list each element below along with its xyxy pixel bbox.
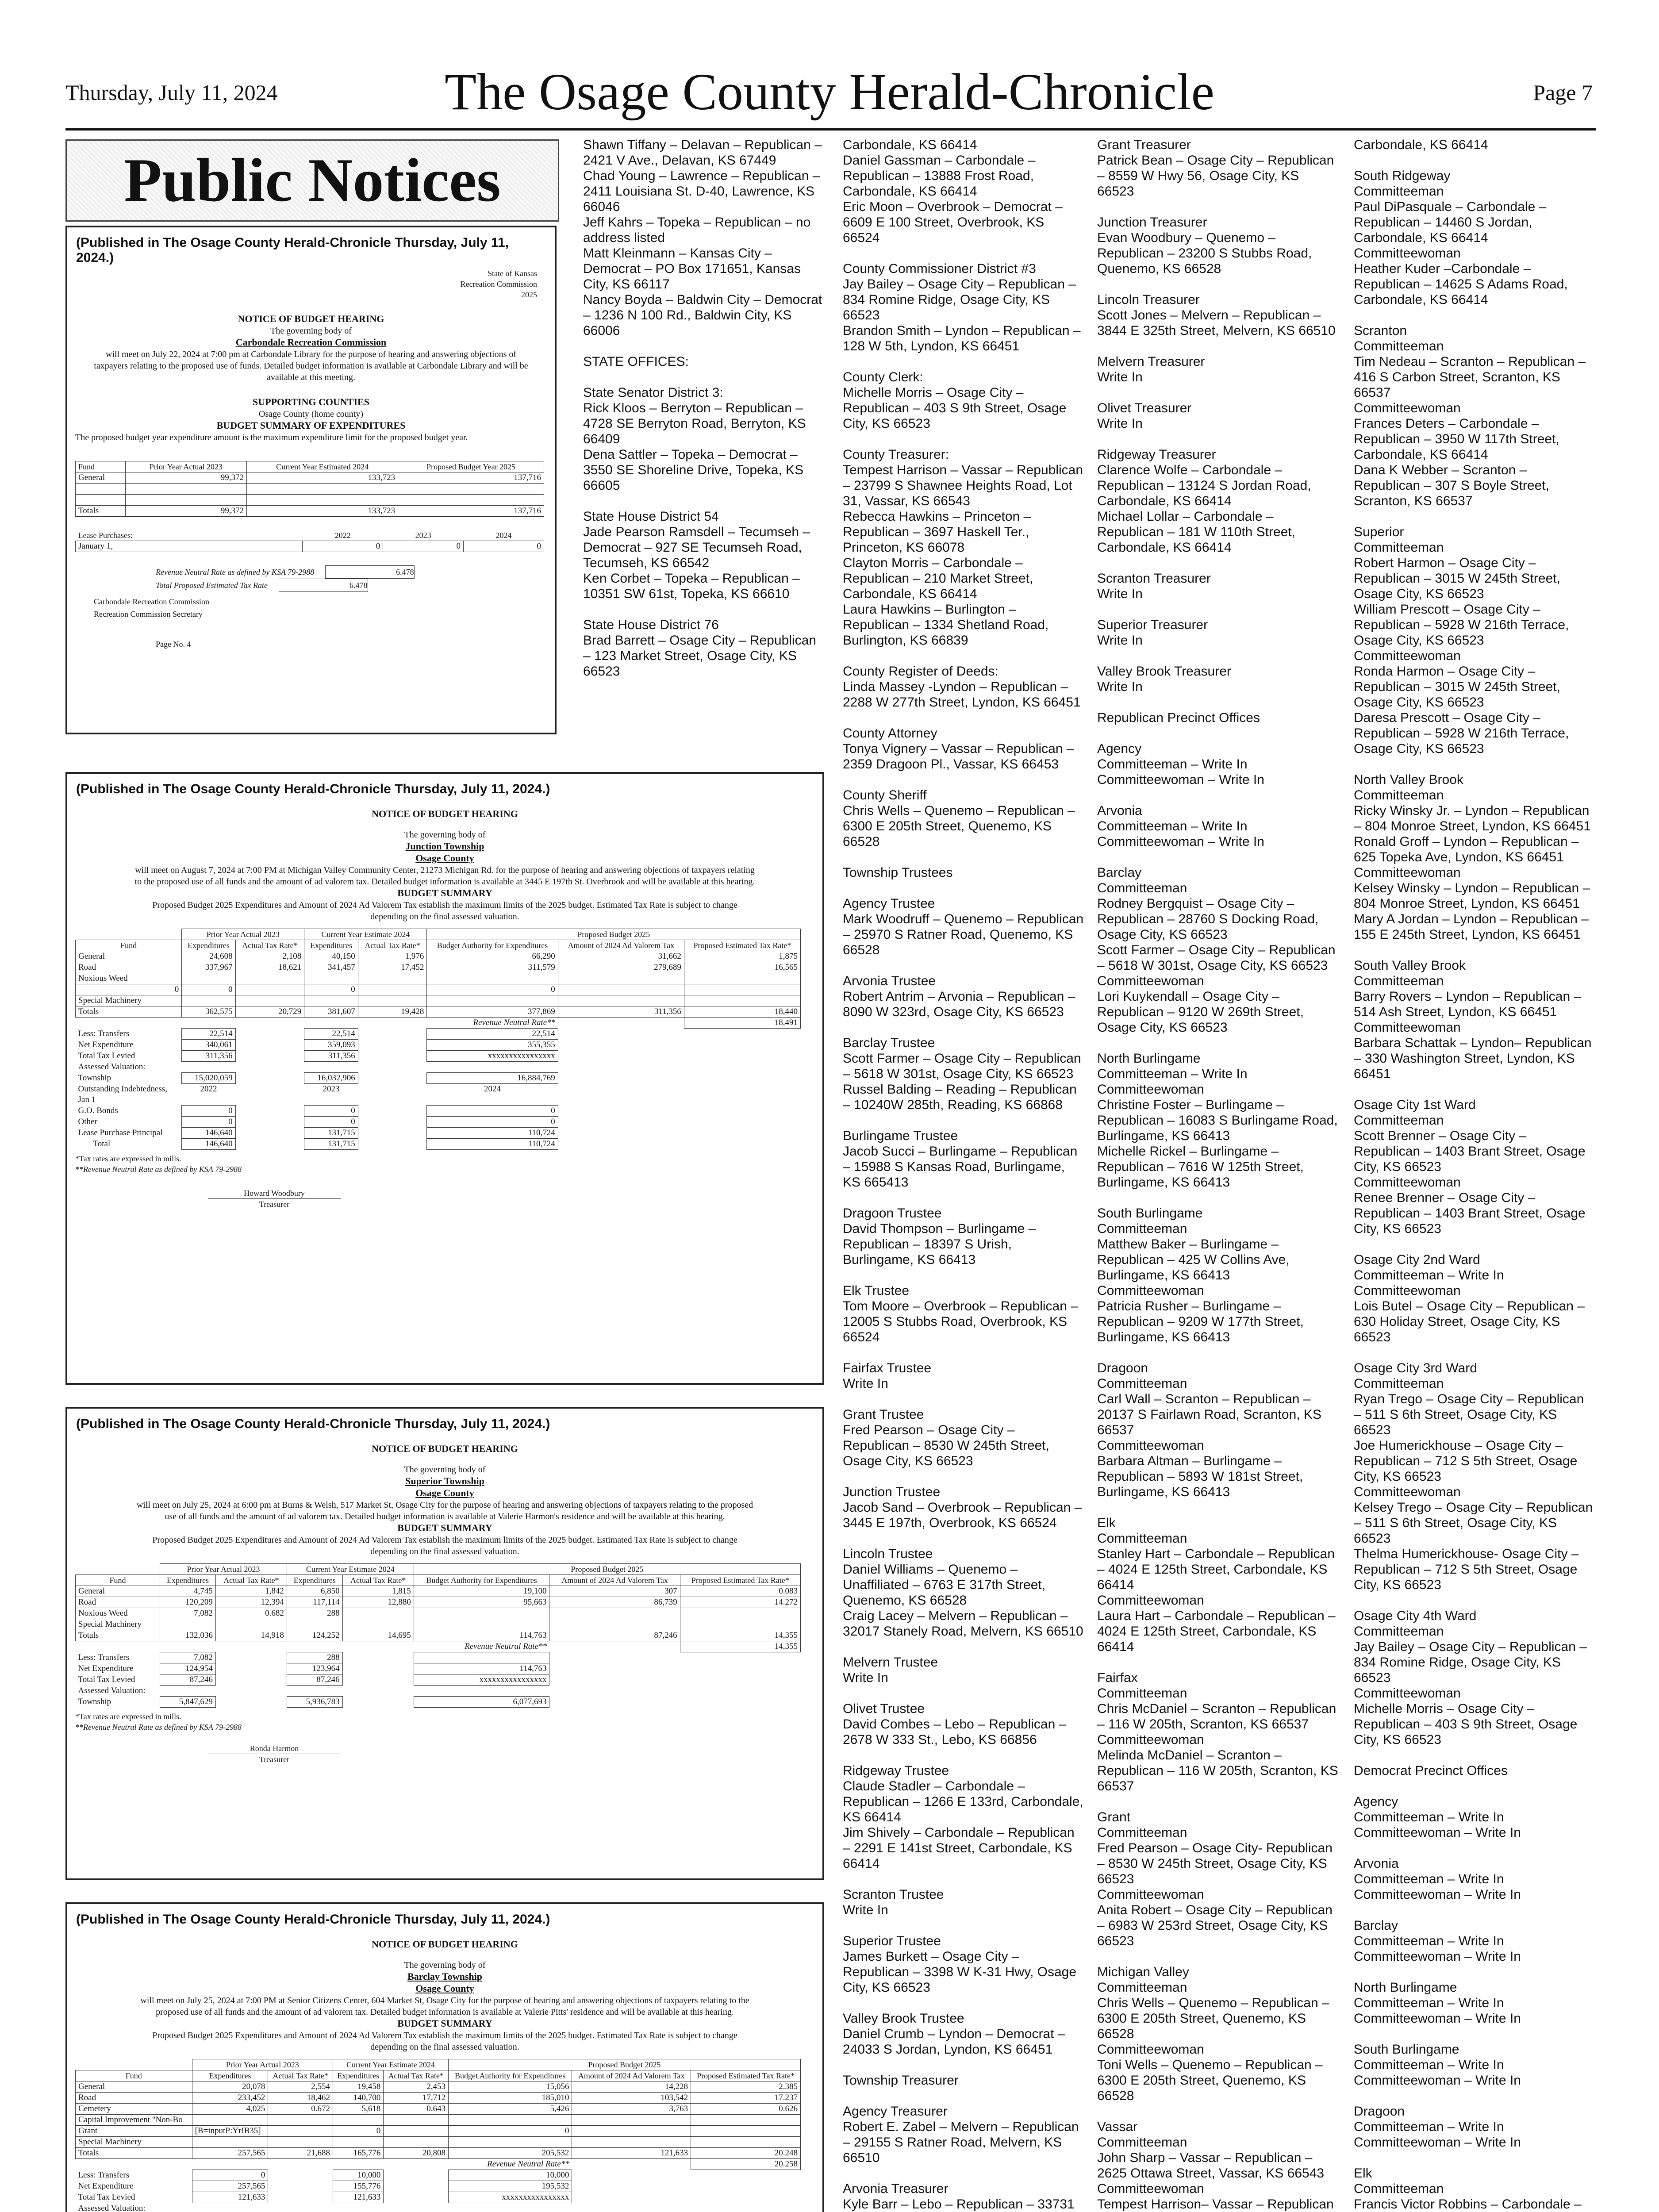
table-row: Total Tax Levied 121,633 121,633 xxxxxxxxxxxxxxxx xyxy=(76,2192,801,2203)
summary-note: Proposed Budget 2025 Expenditures and Amount of 2024 Ad Valorem Tax establish the maximum limits of the 2025 budget. Estimated Tax Rate is subject to change depending on the final assessed valuation. xyxy=(152,900,737,922)
table-row: General 4,745 1,842 6,850 1,815 19,100 307 0.083 xyxy=(76,1586,801,1597)
table-row: Outstanding Indebtedness, 2022 2023 2024 xyxy=(78,1084,501,1094)
table-row: 0 0 0 0 xyxy=(76,984,801,995)
published-line: (Published in The Osage County Herald-Chronicle Thursday, July 11, 2024.) xyxy=(76,1912,550,1927)
rnr-line: Revenue Neutral Rate as defined by KSA 79-2988 6.478 xyxy=(156,565,555,579)
table-row: Special Machinery xyxy=(76,995,801,1006)
notice-entity: Junction Township xyxy=(405,841,484,852)
notice-county: Osage County xyxy=(415,1487,474,1498)
budget-notice-barclay xyxy=(65,1902,824,2212)
table-row: Lease Purchase Principal 146,640 131,715 110,724 xyxy=(76,1128,801,1139)
table-row: Less: Transfers 7,082 288 xyxy=(76,1652,801,1663)
table-group-header: Prior Year Actual 2023 Current Year Estimate 2024 Proposed Budget 2025 xyxy=(76,1564,801,1575)
lease-table xyxy=(75,530,544,552)
signer-name: Howard Woodbury xyxy=(208,1188,341,1199)
footnote-rnr: **Revenue Neutral Rate as defined by KSA 79-2988 xyxy=(75,1165,242,1174)
table-row: Jan 1 xyxy=(78,1095,96,1105)
budget-table xyxy=(75,461,544,517)
candidates-col6: Carbondale, KS 66414 South Ridgeway Committeeman Paul DiPasquale – Carbondale – Republican – 14460 S Jordan, Carbondale, KS 66414 Committeewoman Heather Kuder –Carbondale – Republican – 14625 S Adams Road, Carbondale, KS 66414 Scranton Committeeman Tim Nedeau – Scranton – Republican – 416 S Carbon Street, Scranton, KS 66537 Committeewoman Frances Deters – Carbondale – Republican – 3950 W 117th Street, Carbondale, KS 66414 Dana K Webber – Scranton – Republican – 307 S Boyle Street, Scranton, KS 66537 Superior Committeeman Robert Harmon – Osage City – Republican – 3015 W 245th Street, Osage City, KS 66523 William Prescott – Osage City – Republican – 5928 W 216th Terrace, Osage City, KS 66523 Committeewoman Ronda Harmon – Osage City – Republican – 3015 W 245th Street, Osage City, KS 66523 Daresa Prescott – Osage City – Republican – 5928 W 216th Terrace, Osage City, KS 66523 North Valley Brook Committeeman Ricky Winsky Jr. – Lyndon – Republican – 804 Monroe Street, Lyndon, KS 66451 Ronald Groff – Lyndon – Republican – 625 Topeka Ave, Lyndon, KS 66451 Committeewoman Kelsey Winsky – Lyndon – Republican – 804 Monroe Street, Lyndon, KS 66451 Mary A Jordan – Lyndon – Republican – 155 E 245th Street, Lyndon, KS 66451 South Valley Brook Committeeman Barry Rovers – Lyndon – Republican – 514 Ash Street, Lyndon, KS 66451 Committeewoman Barbara Schattak – Lyndon– Republican – 330 Washington Street, Lyndon, KS 66451 Osage City 1st Ward Committeeman Scott Brenner – Osage City – Republican – 1403 Brant Street, Osage City, KS 66523 Committeewoman Renee Brenner – Osage City – Republican – 1403 Brant Street, Osage City, KS 66523 Osage City 2nd Ward Committeeman – Write In Committeewoman Lois Butel – Osage City – Republican – 630 Holiday Street, Osage City, KS 66523 Osage City 3rd Ward Committeeman Ryan Trego – Osage City – Republican – 511 S 6th Street, Osage City, KS 66523 Joe Humerickhouse – Osage City – Republican – 712 S 5th Street, Osage City, KS 66523 Committeewoman Kelsey Trego – Osage City – Republican – 511 S 6th Street, Osage City, KS 66523 Thelma Humerickhouse- Osage City – Republican – 712 S 5th Street, Osage City, KS 66523 Osage City 4th Ward Committeeman Jay Bailey – Osage City – Republican – 834 Romine Ridge, Osage City, KS 66523 Committeewoman Michelle Morris – Osage City – Republican – 403 S 9th Street, Osage City, KS 66523 Democrat Precinct Offices Agency Committeeman – Write In Committeewoman – Write In Arvonia Committeeman – Write In Committeewoman – Write In Barclay Committeeman – Write In Committeewoman – Write In North Burlingame Committeeman – Write In Committeewoman – Write In South Burlingame Committeeman – Write In Committeewoman – Write In Dragoon Committeeman – Write In Committeewoman – Write In Elk Committeeman Francis Victor Robbins – Carbondale – xyxy=(1354,138,1593,2212)
notice-entity: Carbondale Recreation Commission xyxy=(235,337,387,348)
summary-note: Proposed Budget 2025 Expenditures and Amount of 2024 Ad Valorem Tax establish the maximum limits of the 2025 budget. Estimated Tax Rate is subject to change depending on the final assessed valuation. xyxy=(152,1535,737,1556)
table-header: Lease Purchases: 2022 2023 2024 xyxy=(78,530,512,540)
section-banner xyxy=(65,139,559,222)
notice-body1: The governing body of xyxy=(270,326,352,336)
issue-date: Thursday, July 11, 2024 xyxy=(65,80,278,105)
table-row: Total Tax Levied 311,356 311,356 xxxxxxxxxxxxxxxx xyxy=(76,1051,801,1062)
table-row: Less: Transfers 0 10,000 10,000 xyxy=(76,2170,801,2181)
notice-body2: will meet on July 25, 2024 at 7:00 PM at Senior Citizens Center, 604 Market St, Osage City for the purpose of hearing and answering objections of taxpayers relating to the proposed use of all funds and the amount of ad valorem tax. Detailed budget information is available at Valerie Pitts' residence and will be available at this hearing. xyxy=(140,1996,749,2017)
notice-county: Osage County xyxy=(415,1983,474,1994)
table-row: Net Expenditure 124,954 123,964 114,763 xyxy=(76,1663,801,1674)
notice-heading: NOTICE OF BUDGET HEARING xyxy=(372,1443,518,1454)
table-row: Assessed Valuation: xyxy=(78,1686,146,1695)
published-line: (Published in The Osage County Herald-Chronicle Thursday, July 11, 2024.) xyxy=(76,1417,550,1431)
notice-body1: The governing body of xyxy=(404,1465,486,1475)
budget-table xyxy=(75,1563,801,1708)
signature-entity: Carbondale Recreation Commission xyxy=(94,597,209,606)
table-row: Road 337,967 18,621 341,457 17,452 311,579 279,689 16,565 xyxy=(76,962,801,973)
page-no: Page No. 4 xyxy=(156,640,191,649)
supporting-counties: SUPPORTING COUNTIES xyxy=(253,396,369,407)
table-header: Fund Expenditures Actual Tax Rate* Expenditures Actual Tax Rate* Budget Authority for Expenditures Amount of 2024 Ad Valorem Tax Proposed Estimated Tax Rate* xyxy=(76,2070,801,2081)
table-row: Cemetery 4,025 0.672 5,618 0.643 5,426 3,763 0.626 xyxy=(76,2104,801,2115)
rnr-row: Revenue Neutral Rate** 18,491 xyxy=(76,1018,801,1029)
budget-notice-junction xyxy=(65,772,824,1385)
home-county: Osage County (home county) xyxy=(258,409,364,419)
table-row: General 20,078 2,554 19,458 2,453 15,056 14,228 2.385 xyxy=(76,2081,801,2093)
table-group-header: Prior Year Actual 2023 Current Year Estimate 2024 Proposed Budget 2025 xyxy=(76,2059,801,2070)
table-row: Township 15,020,059 16,032,906 16,884,769 xyxy=(76,1073,801,1084)
table-row: Total Tax Levied 87,246 87,246 xxxxxxxxxxxxxxxx xyxy=(76,1674,801,1686)
notice-entity: Barclay Township xyxy=(407,1971,482,1982)
summary-note: Proposed Budget 2025 Expenditures and Amount of 2024 Ad Valorem Tax establish the maximum limits of the 2025 budget. Estimated Tax Rate is subject to change depending on the final assessed valuation. xyxy=(152,2031,737,2052)
candidates-col3-top: Shawn Tiffany – Delavan – Republican – 2421 V Ave., Delavan, KS 67449 Chad Young – Lawrence – Republican – 2411 Louisiana St. D-40, Lawrence, KS 66046 Jeff Kahrs – Topeka – Republican – no address listed Matt Kleinmann – Kansas City – Democrat – PO Box 171651, Kansas City, KS 66117 Nancy Boyda – Baldwin City – Democrat – 1236 N 100 Rd., Baldwin City, KS 66006 STATE OFFICES: State Senator District 3: Rick Kloos – Berryton – Republican – 4728 SE Berryton Road, Berryton, KS 66409 Dena Sattler – Topeka – Democrat – 3550 SE Shoreline Drive, Topeka, KS 66605 State House District 54 Jade Pearson Ramsdell – Tecumseh – Democrat – 927 SE Tecumseh Road, Tecumseh, KS 66542 Ken Corbet – Topeka – Republican – 10351 SW 61st, Topeka, KS 66610 State House District 76 Brad Barrett – Osage City – Republican – 123 Market Street, Osage City, KS 66523 xyxy=(583,138,822,679)
notice-heading: NOTICE OF BUDGET HEARING xyxy=(372,1939,518,1950)
table-row: G.O. Bonds 0 0 0 xyxy=(76,1106,801,1117)
table-row: Special Machinery xyxy=(76,1619,801,1630)
summary-heading: BUDGET SUMMARY OF EXPENDITURES xyxy=(216,420,406,431)
notice-heading: NOTICE OF BUDGET HEARING xyxy=(372,808,518,819)
notice-body1: The governing body of xyxy=(404,830,486,840)
summary-heading: BUDGET SUMMARY xyxy=(397,1522,492,1533)
notice-entity: Superior Township xyxy=(405,1475,484,1486)
table-header: Fund Prior Year Actual 2023 Current Year Estimated 2024 Proposed Budget Year 2025 xyxy=(76,461,544,472)
page-number: Page 7 xyxy=(1533,80,1593,105)
table-row xyxy=(76,484,544,495)
summary-note: The proposed budget year expenditure amount is the maximum expenditure limit for the proposed budget year. xyxy=(75,433,468,442)
commission-label: Recreation Commission xyxy=(460,280,537,288)
table-row xyxy=(76,495,544,506)
footnote-mills: *Tax rates are expressed in mills. xyxy=(75,1712,181,1721)
signer-title: Treasurer xyxy=(259,1200,290,1209)
budget-notice-recreation xyxy=(65,226,557,734)
signature-title: Recreation Commission Secretary xyxy=(94,610,203,618)
summary-heading: BUDGET SUMMARY xyxy=(397,887,492,899)
table-row: Capital Improvement "Non-Bo xyxy=(76,2115,801,2126)
published-line: (Published in The Osage County Herald-Chronicle Thursday, July 11, 2024.) xyxy=(76,235,509,265)
table-row: Grant [B=inputP:Yr!B35] 0 0 xyxy=(76,2126,801,2137)
budget-table xyxy=(75,929,801,1150)
notice-body1: The governing body of xyxy=(404,1960,486,1970)
total-rate-line: Total Proposed Estimated Tax Rate 6.478 xyxy=(156,579,555,592)
table-group-header: Prior Year Actual 2023 Current Year Estimate 2024 Proposed Budget 2025 xyxy=(76,929,801,940)
table-row: Noxious Weed xyxy=(76,973,801,984)
table-header: Fund Expenditures Actual Tax Rate* Expenditures Actual Tax Rate* Budget Authority for Expenditures Amount of 2024 Ad Valorem Tax Proposed Estimated Tax Rate* xyxy=(76,940,801,951)
section-banner-text: Public Notices xyxy=(124,146,501,215)
rnr-row: Revenue Neutral Rate** 20.258 xyxy=(76,2159,801,2170)
table-row: Less: Transfers 22,514 22,514 22,514 xyxy=(76,1029,801,1040)
table-row: Totals 257,565 21,688 165,776 20,808 205,532 121,633 20.248 xyxy=(76,2148,801,2159)
table-row: Township 5,847,629 5,936,783 6,077,693 xyxy=(76,1697,801,1708)
table-row: Net Expenditure 340,061 359,093 355,355 xyxy=(76,1040,801,1051)
table-row: General 24,608 2,108 40,150 1,976 66,290 31,662 1,875 xyxy=(76,951,801,962)
candidates-col4: Carbondale, KS 66414 Daniel Gassman – Carbondale – Republican – 13888 Frost Road, Carbondale, KS 66414 Eric Moon – Overbrook – Democrat – 6609 E 100 Street, Overbrook, KS 66524 County Commissioner District #3 Jay Bailey – Osage City – Republican – 834 Romine Ridge, Osage City, KS 66523 Brandon Smith – Lyndon – Republican – 128 W 5th, Lyndon, KS 66451 County Clerk: Michelle Morris – Osage City – Republican – 403 S 9th Street, Osage City, KS 66523 County Treasurer: Tempest Harrison – Vassar – Republican – 23799 S Shawnee Heights Road, Lot 31, Vassar, KS 66543 Rebecca Hawkins – Princeton – Republican – 3697 Haskell Ter., Princeton, KS 66078 Clayton Morris – Carbondale – Republican – 210 Market Street, Carbondale, KS 66414 Laura Hawkins – Burlington – Republican – 1334 Shetland Road, Burlington, KS 66839 County Register of Deeds: Linda Massey -Lyndon – Republican – 2288 W 277th Street, Lyndon, KS 66451 County Attorney Tonya Vignery – Vassar – Republican – 2359 Dragoon Pl., Vassar, KS 66453 County Sheriff Chris Wells – Quenemo – Republican – 6300 E 205th Street, Quenemo, KS 66528 Township Trustees Agency Trustee Mark Woodruff – Quenemo – Republican – 25970 S Ratner Road, Quenemo, KS 66528 Arvonia Trustee Robert Antrim – Arvonia – Republican – 8090 W 323rd, Osage City, KS 66523 Barclay Trustee Scott Farmer – Osage City – Republican – 5618 W 301st, Osage City, KS 66523 Russel Balding – Reading – Republican – 10240W 285th, Reading, KS 66868 Burlingame Trustee Jacob Succi – Burlingame – Republican – 15988 S Kansas Road, Burlingame, KS 665413 Dragoon Trustee David Thompson – Burlingame – Republican – 18397 S Urish, Burlingame, KS 66413 Elk Trustee Tom Moore – Overbrook – Republican – 12005 S Stubbs Road, Overbrook, KS 66524 Fairfax Trustee Write In Grant Trustee Fred Pearson – Osage City – Republican – 8530 W 245th Street, Osage City, KS 66523 Junction Trustee Jacob Sand – Overbrook – Republican – 3445 E 197th, Overbrook, KS 66524 Lincoln Trustee Daniel Williams – Quenemo – Unaffiliated – 6763 E 317th Street, Quenemo, KS 66528 Craig Lacey – Melvern – Republican – 32017 Stanely Road, Melvern, KS 66510 Melvern Trustee Write In Olivet Trustee David Combes – Lebo – Republican – 2678 W 333 St., Lebo, KS 66856 Ridgeway Trustee Claude Stadler – Carbondale – Republican – 1266 E 133rd, Carbondale, KS 66414 Jim Shively – Carbondale – Republican – 2291 E 141st Street, Carbondale, KS 66414 Scranton Trustee Write In Superior Trustee James Burkett – Osage City – Republican – 3398 W K-31 Hwy, Osage City, KS 66523 Valley Brook Trustee Daniel Crumb – Lyndon – Democrat – 24033 S Jordan, Lyndon, KS 66451 Township Treasurer Agency Treasurer Robert E. Zabel – Melvern – Republican – 29155 S Ratner Road, Melvern, KS 66510 Arvonia Treasurer Kyle Barr – Lebo – Republican – 33731 xyxy=(843,138,1084,2212)
notice-body2: will meet on July 25, 2024 at 6:00 pm at Burns & Welsh, 517 Market St, Osage City for the purpose of hearing and answering objections of taxpayers relating to the proposed use of all funds and the amount of ad valorem tax. Detailed budget information is available at Valerie Harmon's residence and will be available at this hearing. xyxy=(136,1500,753,1521)
notice-body2: will meet on July 22, 2024 at 7:00 pm at Carbondale Library for the purpose of hearing and answering objections of taxpayers relating to the proposed use of funds. Detailed budget information is available at Carbondale Library and will be available at this meeting. xyxy=(94,349,528,382)
table-header: Fund Expenditures Actual Tax Rate* Expenditures Actual Tax Rate* Budget Authority for Expenditures Amount of 2024 Ad Valorem Tax Proposed Estimated Tax Rate* xyxy=(76,1575,801,1586)
table-row: Totals 99,372 133,723 137,716 xyxy=(76,506,544,517)
table-row: Noxious Weed 7,082 0.682 288 xyxy=(76,1608,801,1619)
table-row: January 1, 0 0 0 xyxy=(76,541,544,552)
footnote-rnr: **Revenue Neutral Rate as defined by KSA 79-2988 xyxy=(75,1723,242,1732)
signer-name: Ronda Harmon xyxy=(208,1743,341,1754)
budget-table xyxy=(75,2059,801,2212)
table-row: Assessed Valuation: xyxy=(78,1062,146,1071)
published-line: (Published in The Osage County Herald-Chronicle Thursday, July 11, 2024.) xyxy=(76,782,550,796)
newspaper-title: The Osage County Herald-Chronicle xyxy=(445,63,1214,121)
table-row: Road 233,452 18,462 140,700 17,712 185,010 103,542 17.237 xyxy=(76,2093,801,2104)
year-label: 2025 xyxy=(521,290,537,299)
budget-notice-superior xyxy=(65,1407,824,1880)
table-row: Net Expenditure 257,565 155,776 195,532 xyxy=(76,2181,801,2192)
table-row: Assessed Valuation: xyxy=(78,2204,146,2212)
signer-title: Treasurer xyxy=(259,1755,290,1764)
table-row: Total 146,640 131,715 110,724 xyxy=(76,1139,801,1150)
table-row: Totals 132,036 14,918 124,252 14,695 114,763 87,246 14,355 xyxy=(76,1630,801,1641)
table-row: Road 120,209 12,394 117,114 12,880 95,663 86,739 14.272 xyxy=(76,1597,801,1608)
table-row: Special Machinery xyxy=(76,2137,801,2148)
table-row: Totals 362,575 20,729 381,607 19,428 377,869 311,356 18,440 xyxy=(76,1006,801,1018)
summary-heading: BUDGET SUMMARY xyxy=(397,2018,492,2029)
rnr-row: Revenue Neutral Rate** 14,355 xyxy=(76,1641,801,1652)
notice-heading: NOTICE OF BUDGET HEARING xyxy=(238,313,384,324)
table-row: General 99,372 133,723 137,716 xyxy=(76,472,544,484)
notice-county: Osage County xyxy=(415,853,474,864)
footnote-mills: *Tax rates are expressed in mills. xyxy=(75,1154,181,1163)
table-row: Other 0 0 0 xyxy=(76,1117,801,1128)
notice-body2: will meet on August 7, 2024 at 7:00 PM at Michigan Valley Community Center, 21273 Michigan Rd. for the purpose of hearing and answering objections of taxpayers relating to the proposed use of all funds and the amount of ad valorem tax. Detailed budget information is available at 3445 E 197th St. Overbrook and will be available at this hearing. xyxy=(134,865,755,887)
state-label: State of Kansas xyxy=(488,269,537,278)
masthead-rule xyxy=(65,128,1596,131)
candidates-col5: Grant Treasurer Patrick Bean – Osage City – Republican – 8559 W Hwy 56, Osage City, KS 66523 Junction Treasurer Evan Woodbury – Quenemo – Republican – 23200 S Stubbs Road, Quenemo, KS 66528 Lincoln Treasurer Scott Jones – Melvern – Republican – 3844 E 325th Street, Melvern, KS 66510 Melvern Treasurer Write In Olivet Treasurer Write In Ridgeway Treasurer Clarence Wolfe – Carbondale – Republican – 13124 S Jordan Road, Carbondale, KS 66414 Michael Lollar – Carbondale – Republican – 181 W 110th Street, Carbondale, KS 66414 Scranton Treasurer Write In Superior Treasurer Write In Valley Brook Treasurer Write In Republican Precinct Offices Agency Committeeman – Write In Committeewoman – Write In Arvonia Committeeman – Write In Committeewoman – Write In Barclay Committeeman Rodney Bergquist – Osage City – Republican – 28760 S Docking Road, Osage City, KS 66523 Scott Farmer – Osage City – Republican – 5618 W 301st, Osage City, KS 66523 Committeewoman Lori Kuykendall – Osage City – Republican – 9120 W 269th Street, Osage City, KS 66523 North Burlingame Committeeman – Write In Committeewoman Christine Foster – Burlingame – Republican – 16083 S Burlingame Road, Burlingame, KS 66413 Michelle Rickel – Burlingame – Republican – 7616 W 125th Street, Burlingame, KS 66413 South Burlingame Committeeman Matthew Baker – Burlingame – Republican – 425 W Collins Ave, Burlingame, KS 66413 Committeewoman Patricia Rusher – Burlingame – Republican – 9209 W 177th Street, Burlingame, KS 66413 Dragoon Committeeman Carl Wall – Scranton – Republican – 20137 S Fairlawn Road, Scranton, KS 66537 Committeewoman Barbara Altman – Burlingame – Republican – 5893 W 181st Street, Burlingame, KS 66413 Elk Committeeman Stanley Hart – Carbondale – Republican – 4024 E 125th Street, Carbondale, KS 66414 Committeewoman Laura Hart – Carbondale – Republican – 4024 E 125th Street, Carbondale, KS 66414 Fairfax Committeeman Chris McDaniel – Scranton – Republican – 116 W 205th, Scranton, KS 66537 Committeewoman Melinda McDaniel – Scranton – Republican – 116 W 205th, Scranton, KS 66537 Grant Committeeman Fred Pearson – Osage City- Republican – 8530 W 245th Street, Osage City, KS 66523 Committeewoman Anita Robert – Osage City – Republican – 6983 W 253rd Street, Osage City, KS 66523 Michigan Valley Committeeman Chris Wells – Quenemo – Republican – 6300 E 205th Street, Quenemo, KS 66528 Committeewoman Toni Wells – Quenemo – Republican – 6300 E 205th Street, Quenemo, KS 66528 Vassar Committeeman John Sharp – Vassar – Republican – 2625 Ottawa Street, Vassar, KS 66543 Committeewoman Tempest Harrison– Vassar – Republican xyxy=(1097,138,1338,2212)
